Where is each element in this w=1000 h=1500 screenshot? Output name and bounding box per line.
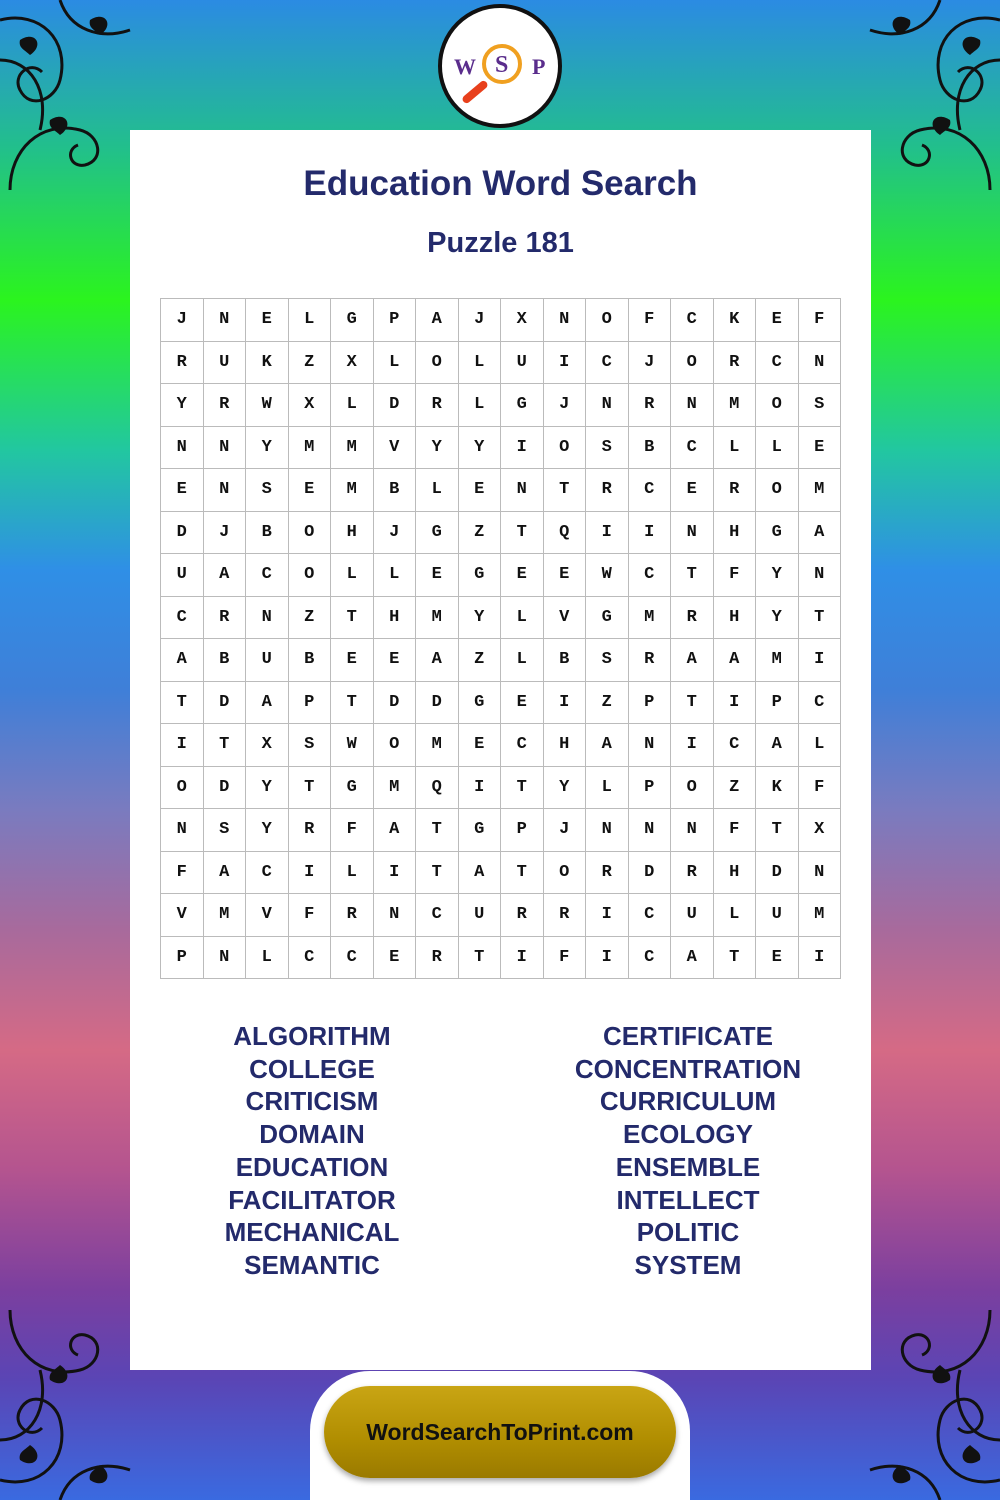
- grid-cell[interactable]: N: [246, 597, 289, 640]
- grid-cell[interactable]: T: [544, 469, 587, 512]
- grid-cell[interactable]: Q: [544, 512, 587, 555]
- grid-cell[interactable]: N: [161, 427, 204, 470]
- word-list-item: EDUCATION: [235, 1151, 389, 1182]
- grid-cell[interactable]: X: [246, 724, 289, 767]
- grid-cell[interactable]: M: [416, 724, 459, 767]
- grid-cell[interactable]: A: [671, 639, 714, 682]
- word-list-item: FACILITATOR: [228, 1184, 396, 1215]
- grid-cell[interactable]: B: [629, 427, 672, 470]
- grid-cell[interactable]: O: [289, 554, 332, 597]
- logo-letter: S: [495, 52, 509, 78]
- grid-cell[interactable]: Y: [459, 597, 502, 640]
- grid-cell[interactable]: V: [161, 894, 204, 937]
- grid-cell[interactable]: Y: [246, 809, 289, 852]
- grid-cell[interactable]: R: [544, 894, 587, 937]
- grid-cell[interactable]: M: [799, 894, 842, 937]
- puzzle-number: Puzzle 181: [427, 227, 574, 259]
- grid-cell[interactable]: R: [501, 894, 544, 937]
- grid-cell[interactable]: C: [629, 554, 672, 597]
- word-list-item: SEMANTIC: [244, 1249, 380, 1280]
- grid-cell[interactable]: Z: [459, 512, 502, 555]
- grid-cell[interactable]: Y: [246, 767, 289, 810]
- grid-cell[interactable]: M: [799, 469, 842, 512]
- grid-cell[interactable]: T: [714, 937, 757, 980]
- grid-cell[interactable]: A: [416, 639, 459, 682]
- grid-cell[interactable]: T: [671, 682, 714, 725]
- grid-cell[interactable]: B: [289, 639, 332, 682]
- grid-cell[interactable]: K: [714, 299, 757, 342]
- grid-cell[interactable]: O: [416, 342, 459, 385]
- grid-cell[interactable]: C: [629, 937, 672, 980]
- grid-cell[interactable]: J: [204, 512, 247, 555]
- grid-cell[interactable]: N: [799, 852, 842, 895]
- grid-cell[interactable]: B: [374, 469, 417, 512]
- grid-cell[interactable]: P: [756, 682, 799, 725]
- grid-cell[interactable]: I: [586, 937, 629, 980]
- word-list-left: [162, 1020, 462, 1282]
- grid-cell[interactable]: I: [161, 724, 204, 767]
- grid-cell[interactable]: T: [501, 767, 544, 810]
- grid-cell[interactable]: N: [204, 469, 247, 512]
- grid-cell[interactable]: S: [246, 469, 289, 512]
- grid-cell[interactable]: Z: [459, 639, 502, 682]
- grid-cell[interactable]: F: [544, 937, 587, 980]
- grid-cell[interactable]: T: [416, 809, 459, 852]
- grid-cell[interactable]: L: [374, 342, 417, 385]
- letter-grid[interactable]: [160, 298, 841, 979]
- grid-cell[interactable]: E: [459, 469, 502, 512]
- grid-cell[interactable]: N: [204, 299, 247, 342]
- grid-cell[interactable]: E: [756, 937, 799, 980]
- grid-cell[interactable]: O: [374, 724, 417, 767]
- grid-cell[interactable]: D: [204, 767, 247, 810]
- grid-cell[interactable]: J: [544, 809, 587, 852]
- grid-cell[interactable]: B: [246, 512, 289, 555]
- word-list-item: ALGORITHM: [233, 1021, 391, 1051]
- grid-cell[interactable]: E: [501, 682, 544, 725]
- grid-cell[interactable]: Q: [416, 767, 459, 810]
- grid-cell[interactable]: T: [459, 937, 502, 980]
- grid-cell[interactable]: F: [331, 809, 374, 852]
- grid-cell[interactable]: U: [501, 342, 544, 385]
- grid-cell[interactable]: C: [246, 554, 289, 597]
- grid-cell[interactable]: R: [714, 342, 757, 385]
- grid-cell[interactable]: R: [629, 384, 672, 427]
- grid-cell[interactable]: A: [799, 512, 842, 555]
- grid-cell[interactable]: G: [459, 809, 502, 852]
- grid-cell[interactable]: R: [204, 384, 247, 427]
- grid-cell[interactable]: J: [374, 512, 417, 555]
- grid-cell[interactable]: D: [161, 512, 204, 555]
- grid-cell[interactable]: W: [586, 554, 629, 597]
- word-list-item: DOMAIN: [259, 1119, 365, 1150]
- grid-cell[interactable]: B: [544, 639, 587, 682]
- grid-cell[interactable]: I: [586, 894, 629, 937]
- grid-cell[interactable]: U: [161, 554, 204, 597]
- grid-cell[interactable]: A: [374, 809, 417, 852]
- grid-cell[interactable]: S: [799, 384, 842, 427]
- word-list-item: CONCENTRATION: [574, 1053, 802, 1084]
- grid-cell[interactable]: A: [416, 299, 459, 342]
- grid-cell[interactable]: A: [671, 937, 714, 980]
- grid-cell[interactable]: T: [501, 512, 544, 555]
- grid-cell[interactable]: N: [629, 724, 672, 767]
- grid-cell[interactable]: B: [204, 639, 247, 682]
- grid-cell[interactable]: G: [331, 299, 374, 342]
- grid-cell[interactable]: O: [586, 299, 629, 342]
- grid-cell[interactable]: G: [416, 512, 459, 555]
- grid-cell[interactable]: P: [289, 682, 332, 725]
- grid-cell[interactable]: E: [161, 469, 204, 512]
- grid-cell[interactable]: C: [799, 682, 842, 725]
- grid-cell[interactable]: C: [756, 342, 799, 385]
- grid-cell[interactable]: U: [756, 894, 799, 937]
- grid-cell[interactable]: L: [331, 554, 374, 597]
- grid-cell[interactable]: J: [544, 384, 587, 427]
- grid-cell[interactable]: E: [374, 937, 417, 980]
- grid-cell[interactable]: A: [714, 639, 757, 682]
- word-list-item: MECHANICAL: [224, 1217, 400, 1248]
- grid-cell[interactable]: K: [756, 767, 799, 810]
- logo-letter: P: [532, 54, 546, 79]
- grid-cell[interactable]: I: [374, 852, 417, 895]
- grid-cell[interactable]: J: [629, 342, 672, 385]
- grid-cell[interactable]: L: [501, 639, 544, 682]
- grid-cell[interactable]: D: [374, 384, 417, 427]
- grid-cell[interactable]: E: [671, 469, 714, 512]
- grid-cell[interactable]: H: [374, 597, 417, 640]
- grid-cell[interactable]: H: [714, 852, 757, 895]
- grid-cell[interactable]: N: [374, 894, 417, 937]
- grid-cell[interactable]: U: [246, 639, 289, 682]
- grid-cell[interactable]: I: [799, 937, 842, 980]
- grid-cell[interactable]: D: [416, 682, 459, 725]
- grid-cell[interactable]: Y: [246, 427, 289, 470]
- grid-cell[interactable]: Y: [544, 767, 587, 810]
- grid-cell[interactable]: F: [161, 852, 204, 895]
- grid-cell[interactable]: N: [501, 469, 544, 512]
- word-list-item: SYSTEM: [634, 1249, 742, 1280]
- site-link-button[interactable]: WordSearchToPrint.com: [324, 1386, 676, 1478]
- grid-cell[interactable]: D: [204, 682, 247, 725]
- grid-cell[interactable]: F: [629, 299, 672, 342]
- grid-cell[interactable]: R: [289, 809, 332, 852]
- grid-cell[interactable]: G: [586, 597, 629, 640]
- grid-cell[interactable]: C: [331, 937, 374, 980]
- grid-cell[interactable]: T: [289, 767, 332, 810]
- grid-cell[interactable]: Z: [586, 682, 629, 725]
- grid-cell[interactable]: M: [714, 384, 757, 427]
- grid-cell[interactable]: Z: [714, 767, 757, 810]
- grid-cell[interactable]: T: [204, 724, 247, 767]
- grid-cell[interactable]: E: [374, 639, 417, 682]
- grid-cell[interactable]: E: [459, 724, 502, 767]
- grid-cell[interactable]: I: [629, 512, 672, 555]
- grid-cell[interactable]: N: [586, 384, 629, 427]
- grid-cell[interactable]: U: [459, 894, 502, 937]
- grid-cell[interactable]: N: [799, 342, 842, 385]
- corner-ornament-icon: [0, 1310, 150, 1500]
- grid-cell[interactable]: H: [714, 512, 757, 555]
- grid-cell[interactable]: O: [544, 427, 587, 470]
- grid-cell[interactable]: N: [204, 937, 247, 980]
- grid-cell[interactable]: X: [331, 342, 374, 385]
- grid-cell[interactable]: H: [714, 597, 757, 640]
- grid-cell[interactable]: L: [714, 894, 757, 937]
- grid-cell[interactable]: L: [331, 384, 374, 427]
- grid-cell[interactable]: S: [586, 639, 629, 682]
- grid-cell[interactable]: T: [416, 852, 459, 895]
- grid-cell[interactable]: A: [586, 724, 629, 767]
- grid-cell[interactable]: H: [544, 724, 587, 767]
- grid-cell[interactable]: L: [799, 724, 842, 767]
- grid-cell[interactable]: L: [501, 597, 544, 640]
- grid-cell[interactable]: I: [544, 682, 587, 725]
- grid-cell[interactable]: I: [714, 682, 757, 725]
- grid-cell[interactable]: N: [629, 809, 672, 852]
- grid-cell[interactable]: N: [671, 512, 714, 555]
- grid-cell[interactable]: O: [544, 852, 587, 895]
- grid-cell[interactable]: J: [459, 299, 502, 342]
- grid-cell[interactable]: C: [671, 299, 714, 342]
- grid-cell[interactable]: T: [756, 809, 799, 852]
- grid-cell[interactable]: R: [586, 469, 629, 512]
- corner-ornament-icon: [0, 0, 150, 190]
- grid-cell[interactable]: E: [289, 469, 332, 512]
- logo-letter: W: [454, 54, 476, 79]
- word-list-item: CURRICULUM: [599, 1086, 777, 1117]
- grid-cell[interactable]: L: [586, 767, 629, 810]
- grid-cell[interactable]: O: [671, 767, 714, 810]
- grid-cell[interactable]: I: [544, 342, 587, 385]
- corner-ornament-icon: [850, 1310, 1000, 1500]
- grid-cell[interactable]: G: [459, 554, 502, 597]
- grid-cell[interactable]: Y: [756, 554, 799, 597]
- grid-cell[interactable]: O: [289, 512, 332, 555]
- grid-cell[interactable]: G: [331, 767, 374, 810]
- grid-cell[interactable]: P: [501, 809, 544, 852]
- grid-cell[interactable]: A: [204, 554, 247, 597]
- wsp-logo[interactable]: [438, 4, 562, 128]
- grid-cell[interactable]: I: [799, 639, 842, 682]
- puzzle-panel: [130, 130, 871, 1370]
- grid-cell[interactable]: C: [289, 937, 332, 980]
- grid-cell[interactable]: U: [204, 342, 247, 385]
- grid-cell[interactable]: E: [756, 299, 799, 342]
- grid-cell[interactable]: J: [161, 299, 204, 342]
- grid-cell[interactable]: Y: [161, 384, 204, 427]
- grid-cell[interactable]: R: [161, 342, 204, 385]
- grid-cell[interactable]: F: [289, 894, 332, 937]
- grid-cell[interactable]: C: [629, 469, 672, 512]
- grid-cell[interactable]: L: [246, 937, 289, 980]
- grid-cell[interactable]: E: [331, 639, 374, 682]
- grid-cell[interactable]: R: [416, 937, 459, 980]
- grid-cell[interactable]: D: [756, 852, 799, 895]
- grid-cell[interactable]: I: [586, 512, 629, 555]
- word-list-item: INTELLECT: [616, 1184, 760, 1215]
- grid-cell[interactable]: C: [246, 852, 289, 895]
- grid-cell[interactable]: K: [246, 342, 289, 385]
- corner-ornament-icon: [850, 0, 1000, 190]
- grid-cell[interactable]: V: [374, 427, 417, 470]
- grid-cell[interactable]: X: [799, 809, 842, 852]
- grid-cell[interactable]: R: [416, 384, 459, 427]
- grid-cell[interactable]: M: [289, 427, 332, 470]
- grid-cell[interactable]: F: [714, 554, 757, 597]
- magnifier-handle: [461, 79, 489, 104]
- grid-cell[interactable]: W: [246, 384, 289, 427]
- grid-cell[interactable]: U: [671, 894, 714, 937]
- grid-cell[interactable]: L: [459, 384, 502, 427]
- grid-cell[interactable]: S: [586, 427, 629, 470]
- page-title: Education Word Search: [303, 164, 698, 203]
- grid-cell[interactable]: P: [161, 937, 204, 980]
- word-list-item: ENSEMBLE: [615, 1151, 761, 1182]
- grid-cell[interactable]: L: [331, 852, 374, 895]
- grid-cell[interactable]: O: [756, 384, 799, 427]
- grid-cell[interactable]: T: [331, 682, 374, 725]
- word-list-item: CERTIFICATE: [603, 1021, 773, 1051]
- grid-cell[interactable]: R: [204, 597, 247, 640]
- grid-cell[interactable]: G: [501, 384, 544, 427]
- grid-cell[interactable]: W: [331, 724, 374, 767]
- grid-cell[interactable]: M: [331, 469, 374, 512]
- grid-cell[interactable]: F: [799, 299, 842, 342]
- grid-cell[interactable]: C: [161, 597, 204, 640]
- grid-cell[interactable]: M: [416, 597, 459, 640]
- grid-cell[interactable]: L: [374, 554, 417, 597]
- grid-cell[interactable]: N: [671, 384, 714, 427]
- grid-cell[interactable]: A: [246, 682, 289, 725]
- grid-cell[interactable]: N: [161, 809, 204, 852]
- grid-cell[interactable]: S: [289, 724, 332, 767]
- grid-cell[interactable]: N: [799, 554, 842, 597]
- grid-cell[interactable]: T: [501, 852, 544, 895]
- grid-cell[interactable]: C: [501, 724, 544, 767]
- grid-cell[interactable]: S: [204, 809, 247, 852]
- grid-cell[interactable]: E: [799, 427, 842, 470]
- grid-cell[interactable]: A: [756, 724, 799, 767]
- grid-cell[interactable]: Y: [756, 597, 799, 640]
- grid-cell[interactable]: L: [416, 469, 459, 512]
- grid-cell[interactable]: O: [756, 469, 799, 512]
- grid-cell[interactable]: R: [629, 639, 672, 682]
- grid-cell[interactable]: A: [204, 852, 247, 895]
- grid-cell[interactable]: D: [629, 852, 672, 895]
- grid-cell[interactable]: F: [714, 809, 757, 852]
- grid-cell[interactable]: O: [671, 342, 714, 385]
- grid-cell[interactable]: A: [459, 852, 502, 895]
- grid-cell[interactable]: C: [416, 894, 459, 937]
- grid-cell[interactable]: I: [501, 427, 544, 470]
- grid-cell[interactable]: E: [246, 299, 289, 342]
- grid-cell[interactable]: M: [756, 639, 799, 682]
- grid-cell[interactable]: R: [671, 597, 714, 640]
- grid-cell[interactable]: T: [671, 554, 714, 597]
- grid-cell[interactable]: P: [629, 767, 672, 810]
- grid-cell[interactable]: T: [331, 597, 374, 640]
- grid-cell[interactable]: P: [374, 299, 417, 342]
- grid-cell[interactable]: N: [544, 299, 587, 342]
- word-list-item: CRITICISM: [245, 1086, 379, 1117]
- grid-cell[interactable]: I: [501, 937, 544, 980]
- grid-cell[interactable]: C: [629, 894, 672, 937]
- grid-cell[interactable]: M: [204, 894, 247, 937]
- grid-cell[interactable]: A: [161, 639, 204, 682]
- word-list-item: ECOLOGY: [622, 1119, 753, 1150]
- grid-cell[interactable]: I: [459, 767, 502, 810]
- grid-cell[interactable]: R: [331, 894, 374, 937]
- grid-cell[interactable]: M: [331, 427, 374, 470]
- grid-cell[interactable]: N: [671, 809, 714, 852]
- grid-cell[interactable]: Z: [289, 597, 332, 640]
- grid-cell[interactable]: M: [374, 767, 417, 810]
- grid-cell[interactable]: T: [161, 682, 204, 725]
- grid-cell[interactable]: R: [714, 469, 757, 512]
- grid-cell[interactable]: F: [799, 767, 842, 810]
- grid-cell[interactable]: L: [289, 299, 332, 342]
- word-list-item: COLLEGE: [249, 1053, 375, 1084]
- grid-cell[interactable]: H: [331, 512, 374, 555]
- grid-cell[interactable]: E: [544, 554, 587, 597]
- grid-cell[interactable]: I: [671, 724, 714, 767]
- grid-cell[interactable]: G: [459, 682, 502, 725]
- grid-cell[interactable]: C: [714, 724, 757, 767]
- grid-cell[interactable]: N: [204, 427, 247, 470]
- grid-cell[interactable]: G: [756, 512, 799, 555]
- grid-cell[interactable]: L: [714, 427, 757, 470]
- grid-cell[interactable]: L: [459, 342, 502, 385]
- grid-cell[interactable]: P: [629, 682, 672, 725]
- grid-cell[interactable]: L: [756, 427, 799, 470]
- grid-cell[interactable]: R: [586, 852, 629, 895]
- grid-cell[interactable]: N: [586, 809, 629, 852]
- grid-cell[interactable]: Z: [289, 342, 332, 385]
- grid-cell[interactable]: I: [289, 852, 332, 895]
- grid-cell[interactable]: E: [501, 554, 544, 597]
- grid-cell[interactable]: Y: [459, 427, 502, 470]
- word-list-right: [538, 1020, 838, 1282]
- grid-cell[interactable]: R: [671, 852, 714, 895]
- grid-cell[interactable]: C: [671, 427, 714, 470]
- grid-cell[interactable]: V: [544, 597, 587, 640]
- grid-cell[interactable]: V: [246, 894, 289, 937]
- grid-cell[interactable]: X: [289, 384, 332, 427]
- grid-cell[interactable]: E: [416, 554, 459, 597]
- grid-cell[interactable]: Y: [416, 427, 459, 470]
- grid-cell[interactable]: C: [586, 342, 629, 385]
- grid-cell[interactable]: M: [629, 597, 672, 640]
- grid-cell[interactable]: D: [374, 682, 417, 725]
- word-list-item: POLITIC: [636, 1217, 740, 1248]
- grid-cell[interactable]: X: [501, 299, 544, 342]
- grid-cell[interactable]: O: [161, 767, 204, 810]
- grid-cell[interactable]: T: [799, 597, 842, 640]
